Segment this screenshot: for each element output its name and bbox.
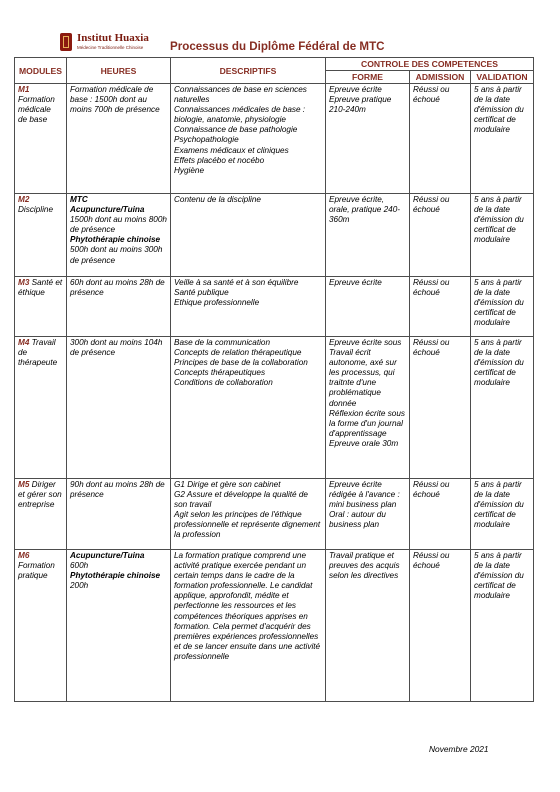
desc-line: La formation pratique comprend une activité pratique exercée pendant un certain temps dans le cadre de la formation professionnelle. Le candidat applique, approfondit, médite et perfectionne les ressources et les compétences théoriques apprises en formation. Cela permet d'acquérir des premières expériences professionnelles et de se lancer ensuite dans une activité professionnelle — [174, 551, 321, 661]
desc-line: Veille à sa santé et à son équilibre — [174, 278, 299, 287]
hours-cell — [67, 479, 171, 550]
module-name: Santé et éthique — [18, 278, 63, 298]
forme-cell — [326, 479, 410, 550]
forme-cell — [326, 337, 410, 479]
desc-line: Concepts thérapeutiques — [174, 368, 266, 378]
table-row — [15, 550, 534, 702]
desc-line: Conditions de collaboration — [174, 378, 273, 388]
module-code: M3 — [18, 278, 30, 287]
desc-line: Ethique professionnelle — [174, 298, 260, 308]
desc-cell — [171, 277, 326, 337]
desc-line: Base de la communication — [174, 338, 271, 347]
header-controle: CONTROLE DES COMPETENCES — [326, 58, 534, 71]
admission-cell: Réussi ou échoué — [410, 337, 471, 479]
hours-text: Acupuncture/Tuina — [70, 551, 145, 560]
modules-table — [14, 57, 534, 702]
forme-cell — [326, 550, 410, 702]
module-code: M1 — [18, 85, 30, 94]
header-descriptifs: DESCRIPTIFS — [171, 58, 326, 84]
desc-line: G1 Dirige et gère son cabinet — [174, 480, 281, 489]
module-code: M6 — [18, 551, 30, 560]
validation-cell: 5 ans à partir de la date d'émission du certificat de modulaire — [471, 550, 534, 702]
footer-date: Novembre 2021 — [429, 744, 489, 754]
hours-text: Acupuncture/Tuina — [70, 205, 145, 215]
hours-text: Phytothérapie chinoise — [70, 571, 161, 581]
hours-text: 500h dont au moins 300h de présence — [70, 245, 163, 265]
desc-cell — [171, 194, 326, 277]
forme-cell — [326, 84, 410, 194]
desc-line: Hygiène — [174, 165, 205, 175]
desc-cell — [171, 84, 326, 194]
module-cell — [15, 337, 67, 479]
hours-text: Formation médicale de base : 1500h dont au moins 700h de présence — [70, 85, 160, 115]
hours-text: MTC — [70, 195, 88, 204]
desc-line: G2 Assure et développe la qualité de son travail — [174, 490, 308, 510]
desc-line: Contenu de la discipline — [174, 195, 261, 204]
hours-text: 300h dont au moins 104h de présence — [70, 338, 163, 358]
logo-subtitle: Médecine Traditionnelle Chinoise — [77, 45, 144, 50]
forme-line: Réflexion écrite sous la forme d'un journal d'apprentissage — [329, 408, 405, 438]
forme-cell — [326, 194, 410, 277]
table-row — [15, 479, 534, 550]
forme-line: Epreuve orale 30m — [329, 438, 399, 448]
hours-cell — [67, 550, 171, 702]
validation-cell: 5 ans à partir de la date d'émission du certificat de modulaire — [471, 194, 534, 277]
table-row — [15, 337, 534, 479]
module-code: M2 — [18, 195, 30, 204]
header-admission: ADMISSION — [410, 71, 471, 84]
module-cell — [15, 84, 67, 194]
module-name: Travail de thérapeute — [18, 338, 58, 368]
forme-line: Epreuve écrite — [329, 278, 382, 287]
hours-text: 90h dont au moins 28h de présence — [70, 480, 165, 500]
forme-line: Epreuve écrite, orale, pratique 240-360m — [329, 195, 401, 225]
admission-cell: Réussi ou échoué — [410, 84, 471, 194]
hours-cell — [67, 194, 171, 277]
desc-line: Connaissances médicales de base : biologie, anatomie, physiologie — [174, 105, 306, 125]
hours-cell — [67, 84, 171, 194]
module-name: Diriger et gérer son entreprise — [18, 480, 62, 510]
module-code: M4 — [18, 338, 30, 347]
logo-name: Institut Huaxia — [77, 32, 149, 44]
desc-cell — [171, 479, 326, 550]
header-validation: VALIDATION — [471, 71, 534, 84]
desc-cell — [171, 337, 326, 479]
header-forme: FORME — [326, 71, 410, 84]
hours-text: 600h — [70, 561, 89, 571]
module-cell — [15, 277, 67, 337]
desc-line: Connaissances de base en sciences naturelles — [174, 85, 307, 105]
hours-cell — [67, 337, 171, 479]
header-modules: MODULES — [15, 58, 67, 84]
module-code: M5 — [18, 480, 30, 489]
seal-icon — [60, 33, 72, 51]
admission-cell: Réussi ou échoué — [410, 550, 471, 702]
forme-line: 210-240m — [329, 105, 366, 115]
forme-line: Epreuve pratique — [329, 95, 392, 105]
admission-cell: Réussi ou échoué — [410, 479, 471, 550]
admission-cell: Réussi ou échoué — [410, 194, 471, 277]
module-name: Discipline — [18, 205, 54, 215]
table-row — [15, 84, 534, 194]
module-cell — [15, 194, 67, 277]
hours-text: Phytothérapie chinoise — [70, 235, 161, 245]
page-title: Processus du Diplôme Fédéral de MTC — [170, 40, 385, 53]
forme-line: Epreuve écrite rédigée à l'avance : mini business plan — [329, 480, 400, 510]
desc-line: Examens médicaux et cliniques — [174, 145, 289, 155]
module-name: Formation pratique — [18, 561, 55, 581]
desc-line: Santé publique — [174, 288, 229, 298]
desc-cell — [171, 550, 326, 702]
desc-line: Effets placébo et nocébo — [174, 155, 265, 165]
desc-line: Principes de base de la collaboration — [174, 358, 308, 368]
module-cell — [15, 550, 67, 702]
module-name: Formation — [18, 95, 55, 105]
forme-line: Oral : autour du business plan — [329, 510, 386, 530]
forme-line: Travail pratique et preuves des acquis selon les directives — [329, 551, 400, 581]
module-cell — [15, 479, 67, 550]
forme-line: Epreuve écrite — [329, 85, 382, 94]
desc-line: Psychopathologie — [174, 135, 239, 145]
forme-line: Epreuve écrite sous Travail écrit autonome, axé sur les processus, qui traitnte d'une problématique donnée — [329, 338, 402, 408]
desc-line: Concepts de relation thérapeutique — [174, 348, 302, 358]
validation-cell: 5 ans à partir de la date d'émission du certificat de modulaire — [471, 337, 534, 479]
validation-cell: 5 ans à partir de la date d'émission du certificat de modulaire — [471, 277, 534, 337]
admission-cell: Réussi ou échoué — [410, 277, 471, 337]
desc-line: Agit selon les principes de l'éthique professionnelle et représente dignement la profession — [174, 510, 321, 540]
table-row — [15, 277, 534, 337]
table-row — [15, 194, 534, 277]
hours-cell — [67, 277, 171, 337]
module-name: médicale — [18, 105, 51, 115]
forme-cell — [326, 277, 410, 337]
hours-text: 1500h dont au moins 800h de présence — [70, 215, 167, 235]
hours-text: 200h — [70, 581, 89, 591]
module-name: de base — [18, 115, 48, 125]
desc-line: Connaissance de base pathologie — [174, 125, 298, 135]
validation-cell: 5 ans à partir de la date d'émission du certificat de modulaire — [471, 84, 534, 194]
header-heures: HEURES — [67, 58, 171, 84]
hours-text: 60h dont au moins 28h de présence — [70, 278, 165, 298]
validation-cell: 5 ans à partir de la date d'émission du certificat de modulaire — [471, 479, 534, 550]
